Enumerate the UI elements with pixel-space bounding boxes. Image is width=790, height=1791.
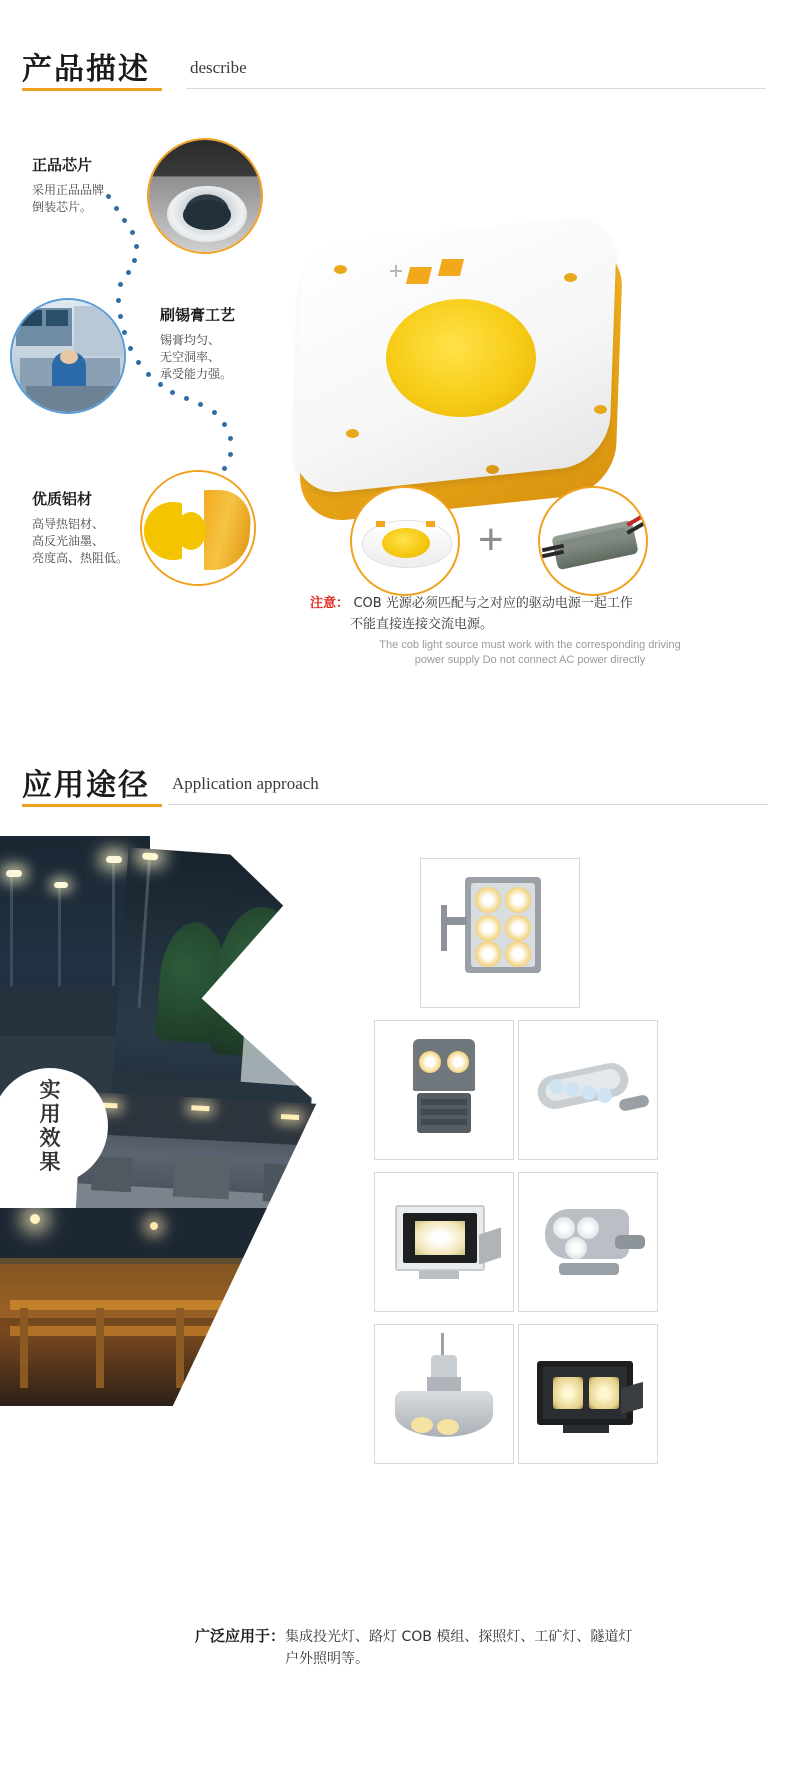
warning-label: 注意： xyxy=(310,596,350,611)
feature-aluminium-desc-line2: 高反光油墨、 xyxy=(32,534,105,548)
cob-mark-plus-v xyxy=(395,265,397,277)
cob-screw-hole-3 xyxy=(346,429,359,438)
effect-badge-char-1: 实 xyxy=(39,1078,61,1102)
small-cob-module xyxy=(350,486,460,596)
plus-symbol: + xyxy=(478,515,504,564)
usage-line1: 集成投光灯、路灯 COB 模组、探照灯、工矿灯、隧道灯 xyxy=(285,1629,633,1645)
product-card-flood-light-black[interactable] xyxy=(518,1324,658,1464)
feature-aluminium-desc-line1: 高导热铝材、 xyxy=(32,517,105,531)
feature-chip-desc-line2: 倒装芯片。 xyxy=(32,200,93,214)
feature-solder-title: 刷锡膏工艺 xyxy=(160,306,236,324)
product-card-street-lamp-head[interactable] xyxy=(374,1020,514,1160)
cob-screw-hole-1 xyxy=(334,265,347,274)
section-header-rule-2 xyxy=(168,804,768,805)
usage-line2: 户外照明等。 xyxy=(285,1651,369,1667)
effect-badge-char-2: 用 xyxy=(39,1102,61,1126)
describe-content xyxy=(0,110,790,710)
photo-bubble-chip xyxy=(147,138,263,254)
cob-screw-hole-2 xyxy=(564,273,577,282)
warning-cn-line2: 不能直接连接交流电源。 xyxy=(350,617,494,632)
warning-en-line2: power supply Do not connect AC power directly xyxy=(414,654,646,666)
section-title-en: describe xyxy=(190,58,247,77)
feature-chip-title: 正品芯片 xyxy=(32,156,93,174)
feature-aluminium xyxy=(32,488,148,567)
feature-solder xyxy=(160,304,280,383)
usage-label: 广泛应用于： xyxy=(195,1627,286,1645)
cob-screw-hole-4 xyxy=(486,465,499,474)
warning-note xyxy=(310,592,730,635)
cob-emitter xyxy=(386,299,536,417)
feature-aluminium-desc-line3: 亮度高、热阻低。 xyxy=(32,551,129,565)
section-header-rule xyxy=(186,88,766,89)
feature-solder-desc-line2: 无空洞率、 xyxy=(160,350,221,364)
section-header-describe xyxy=(0,44,790,104)
warning-cn-line1: COB 光源必须匹配与之对应的驱动电源一起工作 xyxy=(353,596,633,611)
product-card-street-light-bar[interactable] xyxy=(518,1020,658,1160)
warning-en-line1: The cob light source must work with the corresponding driving xyxy=(379,639,681,651)
cob-pad-minus xyxy=(438,259,464,276)
section-title-underline-2 xyxy=(22,804,162,807)
section-title-en-2: Application approach xyxy=(172,774,319,793)
feature-solder-desc-line1: 锡膏均匀、 xyxy=(160,333,221,347)
cob-screw-hole-5 xyxy=(594,405,607,414)
photo-bubble-solder-line xyxy=(10,298,126,414)
product-card-high-bay-light[interactable] xyxy=(374,1324,514,1464)
section-title-cn-2: 应用途径 xyxy=(22,768,150,803)
usage-summary xyxy=(195,1625,755,1670)
section-title-cn: 产品描述 xyxy=(22,52,150,87)
product-card-flood-module[interactable] xyxy=(420,858,580,1008)
feature-chip xyxy=(32,154,140,216)
photo-bubble-aluminium xyxy=(140,470,256,586)
warning-note-en xyxy=(340,638,720,668)
product-card-flood-light-white[interactable] xyxy=(374,1172,514,1312)
section-header-application xyxy=(0,760,790,820)
effect-badge-char-3: 效 xyxy=(39,1126,61,1150)
feature-aluminium-title: 优质铝材 xyxy=(32,490,93,508)
feature-chip-desc-line1: 采用正品品牌 xyxy=(32,183,105,197)
feature-solder-desc-line3: 承受能力强。 xyxy=(160,367,233,381)
cob-pad-plus xyxy=(406,267,432,284)
application-content xyxy=(0,836,790,1536)
section-title-underline xyxy=(22,88,162,91)
driver-power-supply xyxy=(538,486,648,596)
effect-badge-char-4: 果 xyxy=(39,1150,61,1174)
product-card-street-light-cobra[interactable] xyxy=(518,1172,658,1312)
